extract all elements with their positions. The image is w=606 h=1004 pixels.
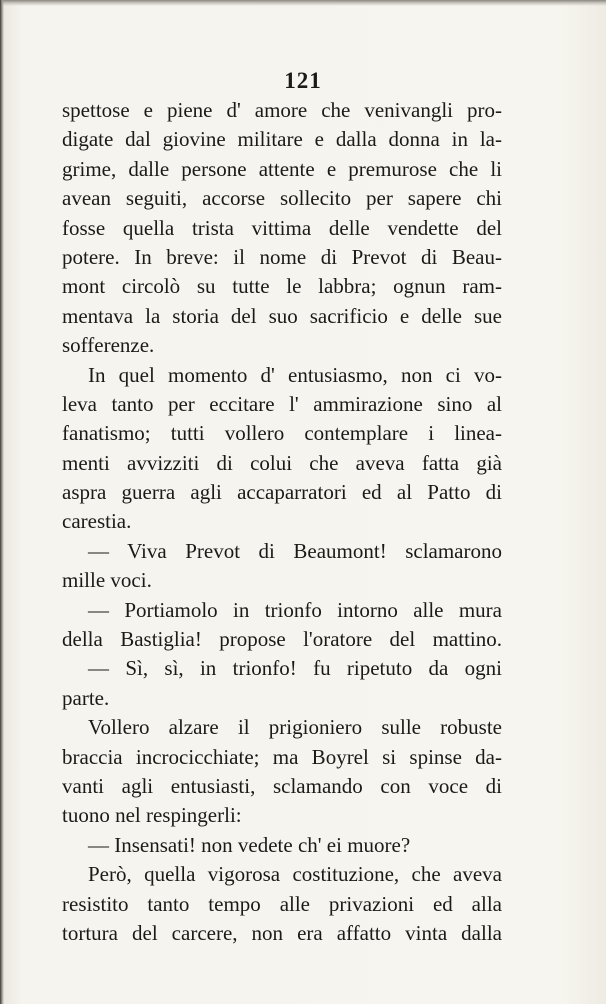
text-line: tuono nel respingerli: — [62, 803, 242, 828]
text-line: resistito tanto tempo alle privazioni ed alla — [62, 891, 502, 916]
page-left-edge — [0, 0, 4, 1004]
text-line: carestia. — [62, 509, 132, 534]
text-line: mentava la storia del suo sacrificio e delle sue — [62, 303, 502, 328]
text-line: Vollero alzare il prigioniero sulle robuste — [88, 715, 502, 740]
text-line: potere. In breve: il nome di Prevot di Beau- — [62, 244, 502, 269]
body-text — [62, 96, 502, 948]
text-line: parte. — [62, 685, 110, 710]
text-line: — Insensati! non vedete ch' ei muore? — [88, 832, 411, 857]
text-line: — Portiamolo in trionfo intorno alle mura — [88, 597, 502, 622]
text-line: braccia incrocicchiate; ma Boyrel si spinse da- — [62, 744, 502, 769]
text-line: tortura del carcere, non era affatto vinta dalla — [62, 920, 502, 945]
text-line: spettose e piene d' amore che venivangli pro- — [62, 98, 502, 122]
text-line: In quel momento d' entusiasmo, non ci vo- — [88, 362, 502, 387]
text-line: Però, quella vigorosa costituzione, che aveva — [88, 862, 502, 887]
text-line: sofferenze. — [62, 333, 155, 358]
text-line: — Sì, sì, in trionfo! fu ripetuto da ogni — [88, 656, 502, 681]
text-line: della Bastiglia! propose l'oratore del mattino. — [62, 627, 502, 652]
text-line: digate dal giovine militare e dalla donna in la- — [62, 127, 502, 152]
text-line: grime, dalle persone attente e premurose che li — [62, 156, 502, 181]
text-line: mille voci. — [62, 568, 152, 593]
text-line: avean seguiti, accorse sollecito per sapere chi — [62, 186, 502, 211]
text-line: mont circolò su tutte le labbra; ognun ram- — [62, 274, 502, 299]
text-line: menti avvizziti di colui che aveva fatta già — [62, 450, 502, 475]
text-line: fosse quella trista vittima delle vendette del — [62, 215, 502, 240]
page-number: 121 — [284, 68, 322, 93]
page-top-edge — [0, 0, 606, 6]
text-line: leva tanto per eccitare l' ammirazione sino al — [62, 391, 502, 416]
text-line: — Viva Prevot di Beaumont! sclamarono — [88, 538, 502, 563]
text-line: fanatismo; tutti vollero contemplare i linea- — [62, 421, 502, 446]
text-line: vanti agli entusiasti, sclamando con voce di — [62, 773, 502, 798]
text-line: aspra guerra agli accaparratori ed al Patto di — [62, 480, 502, 505]
